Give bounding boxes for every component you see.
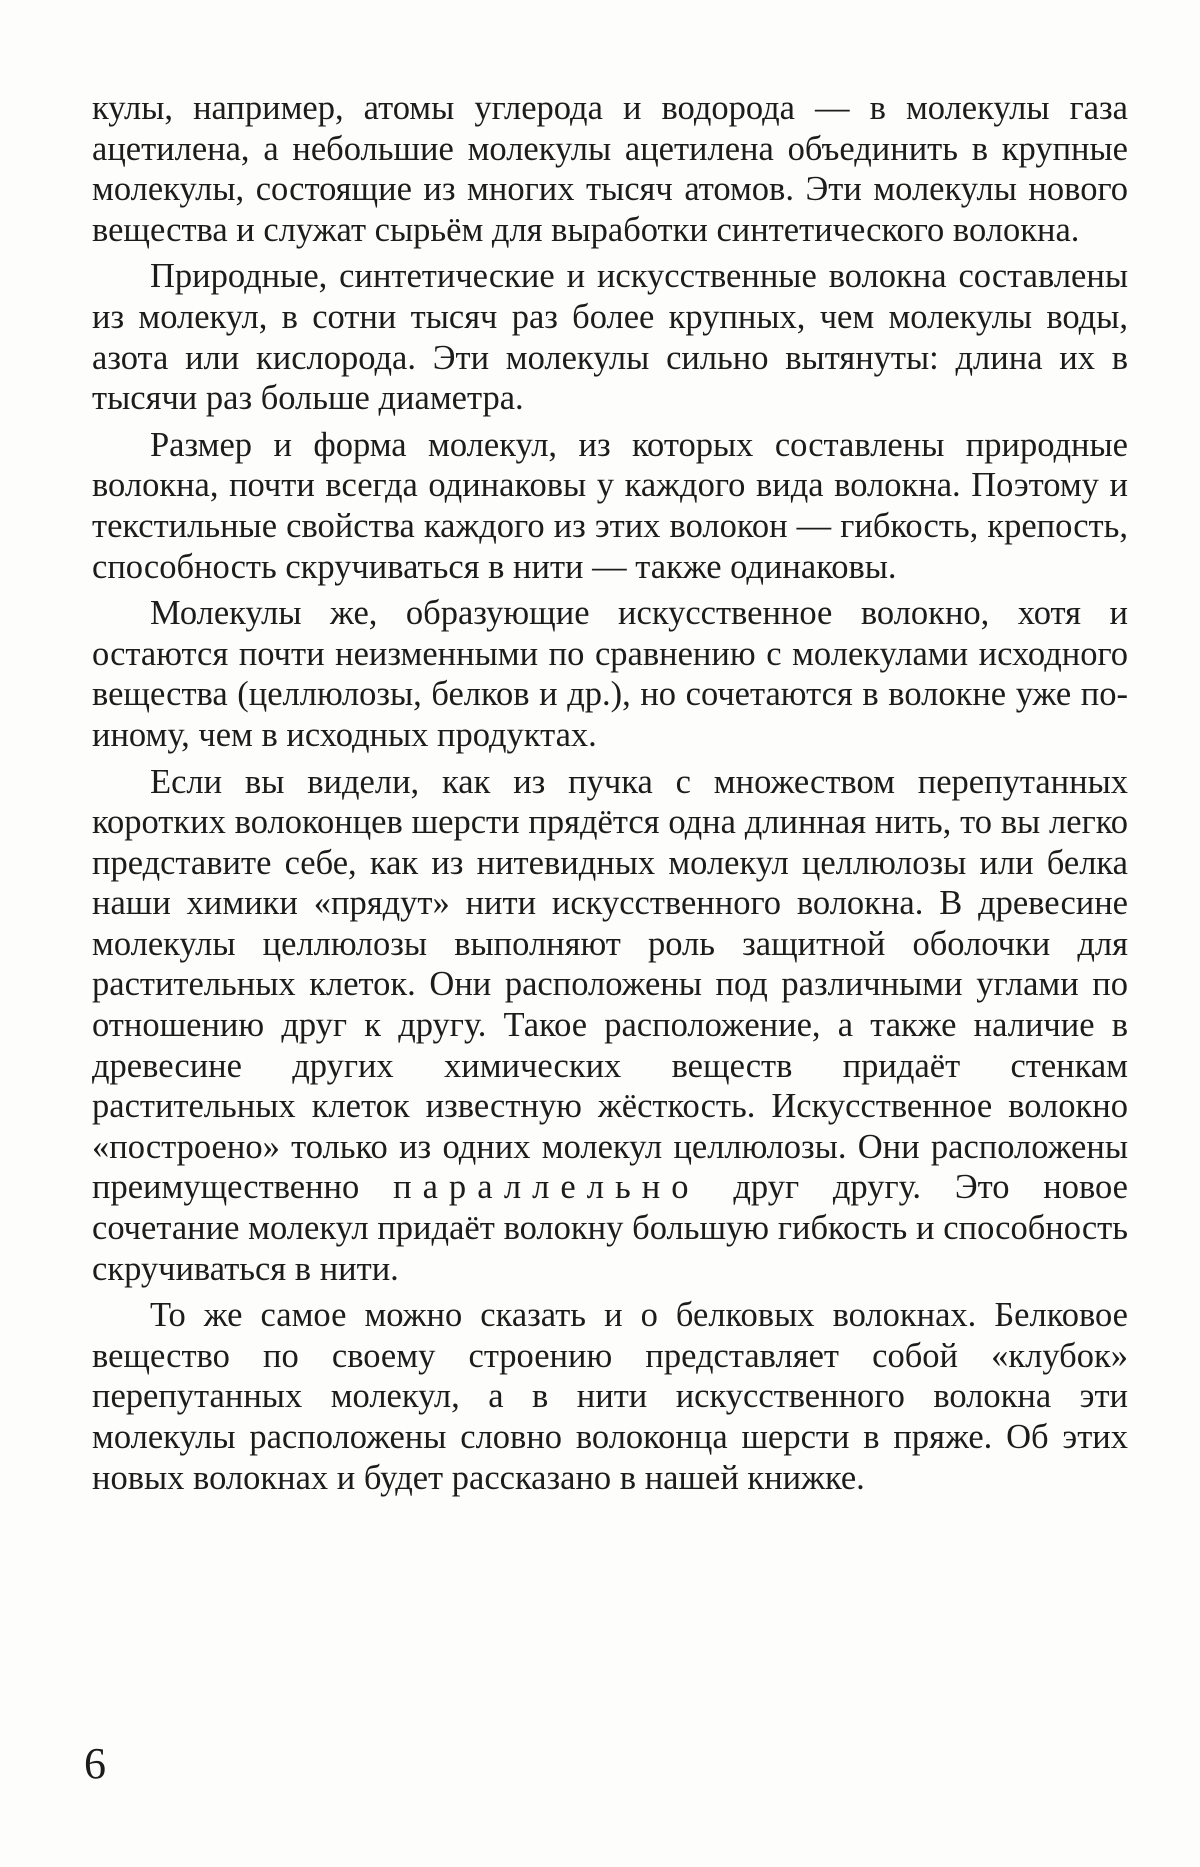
paragraph-spinning [92,762,1128,1290]
paragraph-continuation: кулы, например, атомы углерода и водорода — в молекулы газа ацетилена, а небольшие молекулы ацетилена объединить в крупные молекулы, состоящие из многих тысяч атомов. Эти молекулы нового вещества и служат сырьём для выработки синтетического волокна. [92,89,1128,249]
page-number: 6 [84,1739,106,1788]
spaced-emphasis-word: параллельно [393,1168,700,1207]
paragraph-spinning-before: Если вы видели, как из пучка с множеством перепутанных коротких волоконцев шерсти прядётся одна длинная нить, то вы легко представите себе, как из нитевидных молекул целлюлозы или белка наши химики «прядут» нити искусственного волокна. В древесине молекулы целлюлозы выполняют роль защитной оболочки для растительных клеток. Они расположены под различными углами по отношению друг к другу. Такое расположение, а также наличие в древесине других химических веществ придаёт стенкам растительных клеток известную жёсткость. Искусственное волокно «построено» только из одних молекул целлюлозы. Они расположены преимущественно [92,762,1128,1207]
paragraph-spinning-after: друг другу. Это новое сочетание молекул придаёт волокну большую гибкость и способность скручиваться в нити. [92,1168,1128,1288]
paragraph-natural-fibers: Размер и форма молекул, из которых составлены природные волокна, почти всегда одинаковы у каждого вида волокна. Поэтому и текстильные свойства каждого из этих волокон — гибкость, крепость, способность скручиваться в нити — также одинаковы. [92,425,1128,586]
paragraph-fiber-molecules: Природные, синтетические и искусственные волокна составлены из молекул, в сотни тысяч раз более крупных, чем молекулы воды, азота или кислорода. Эти молекулы сильно вытянуты: длина их в тысячи раз больше диаметра. [92,257,1128,418]
body-text [92,88,1128,1504]
paragraph-artificial-fibers: Молекулы же, образующие искусственное волокно, хотя и остаются почти неизменными по сравнению с молекулами исходного вещества (целлюлозы, белков и др.), но сочетаются в волокне уже по-иному, чем в исходных продуктах. [92,594,1128,754]
paragraph-protein-fibers: То же самое можно сказать и о белковых волокнах. Белковое вещество по своему строению представляет собой «клубок» перепутанных молекул, а в нити искусственного волокна эти молекулы расположены словно волоконца шерсти в пряже. Об этих новых волокнах и будет рассказано в нашей книжке. [92,1296,1128,1497]
